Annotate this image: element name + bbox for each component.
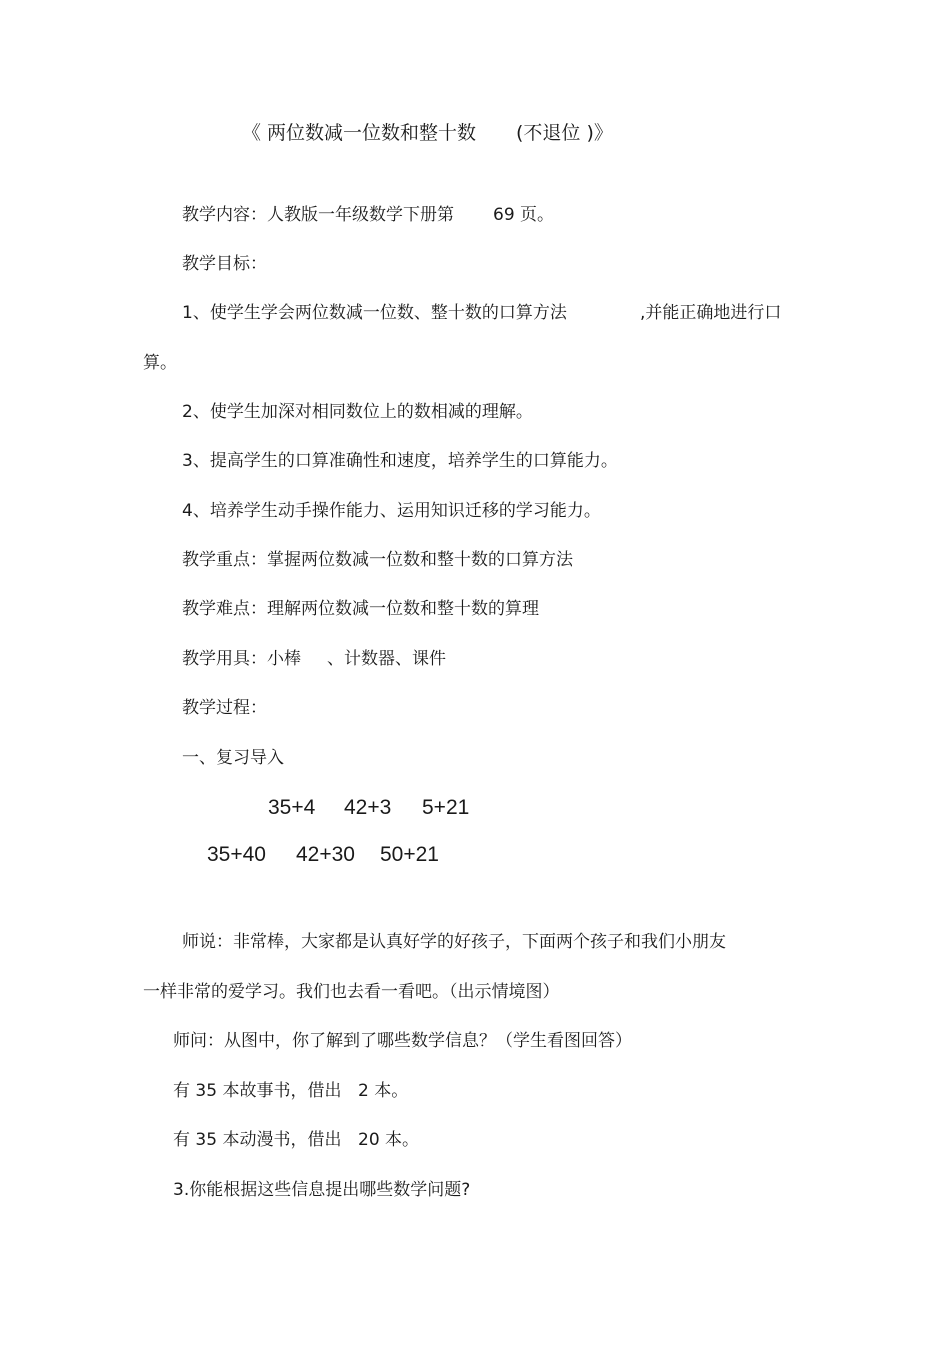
teacher-says-line2: 一样非常的爱学习。我们也去看一看吧。（出示情境图） <box>143 982 560 1002</box>
question-3: 3.你能根据这些信息提出哪些数学问题? <box>173 1180 471 1200</box>
info-story-books-count: 2 本。 <box>358 1081 409 1101</box>
teaching-tools-cont: 、计数器、课件 <box>327 649 446 669</box>
objective-4: 4、培养学生动手操作能力、运用知识迁移的学习能力。 <box>182 501 601 521</box>
review-expression: 35+40 <box>207 843 266 866</box>
process-heading: 教学过程： <box>182 698 267 718</box>
objective-3: 3、提高学生的口算准确性和速度，培养学生的口算能力。 <box>182 451 618 471</box>
difficulty: 教学难点：理解两位数减一位数和整十数的算理 <box>182 599 539 619</box>
review-expression: 5+21 <box>422 796 470 819</box>
review-expression: 35+4 <box>268 796 316 819</box>
review-expression: 42+3 <box>344 796 392 819</box>
review-expression: 50+21 <box>380 843 439 866</box>
document-title: 《 两位数减一位数和整十数 <box>242 122 477 144</box>
info-comic-books: 有 35 本动漫书，借出 <box>173 1130 342 1150</box>
objective-2: 2、使学生加深对相同数位上的数相减的理解。 <box>182 402 533 422</box>
info-story-books: 有 35 本故事书，借出 <box>173 1081 342 1101</box>
teaching-tools: 教学用具：小棒 <box>182 649 301 669</box>
key-point: 教学重点：掌握两位数减一位数和整十数的口算方法 <box>182 550 573 570</box>
teaching-content: 教学内容：人教版一年级数学下册第 <box>182 205 454 225</box>
objective-1-cont: ,并能正确地进行口 <box>640 303 782 323</box>
objective-1-wrap: 算。 <box>143 353 177 373</box>
section-review-intro: 一、复习导入 <box>182 748 284 768</box>
teacher-says-line1: 师说：非常棒，大家都是认真好学的好孩子，下面两个孩子和我们小朋友 <box>182 932 726 952</box>
objectives-heading: 教学目标： <box>182 254 267 274</box>
info-comic-books-count: 20 本。 <box>358 1130 420 1150</box>
teaching-content-page: 69 页。 <box>493 205 555 225</box>
objective-1: 1、使学生学会两位数减一位数、整十数的口算方法 <box>182 303 567 323</box>
teacher-asks: 师问：从图中，你了解到了哪些数学信息？（学生看图回答） <box>173 1031 632 1051</box>
document-title-suffix: (不退位 )》 <box>516 122 613 144</box>
review-expression: 42+30 <box>296 843 355 866</box>
